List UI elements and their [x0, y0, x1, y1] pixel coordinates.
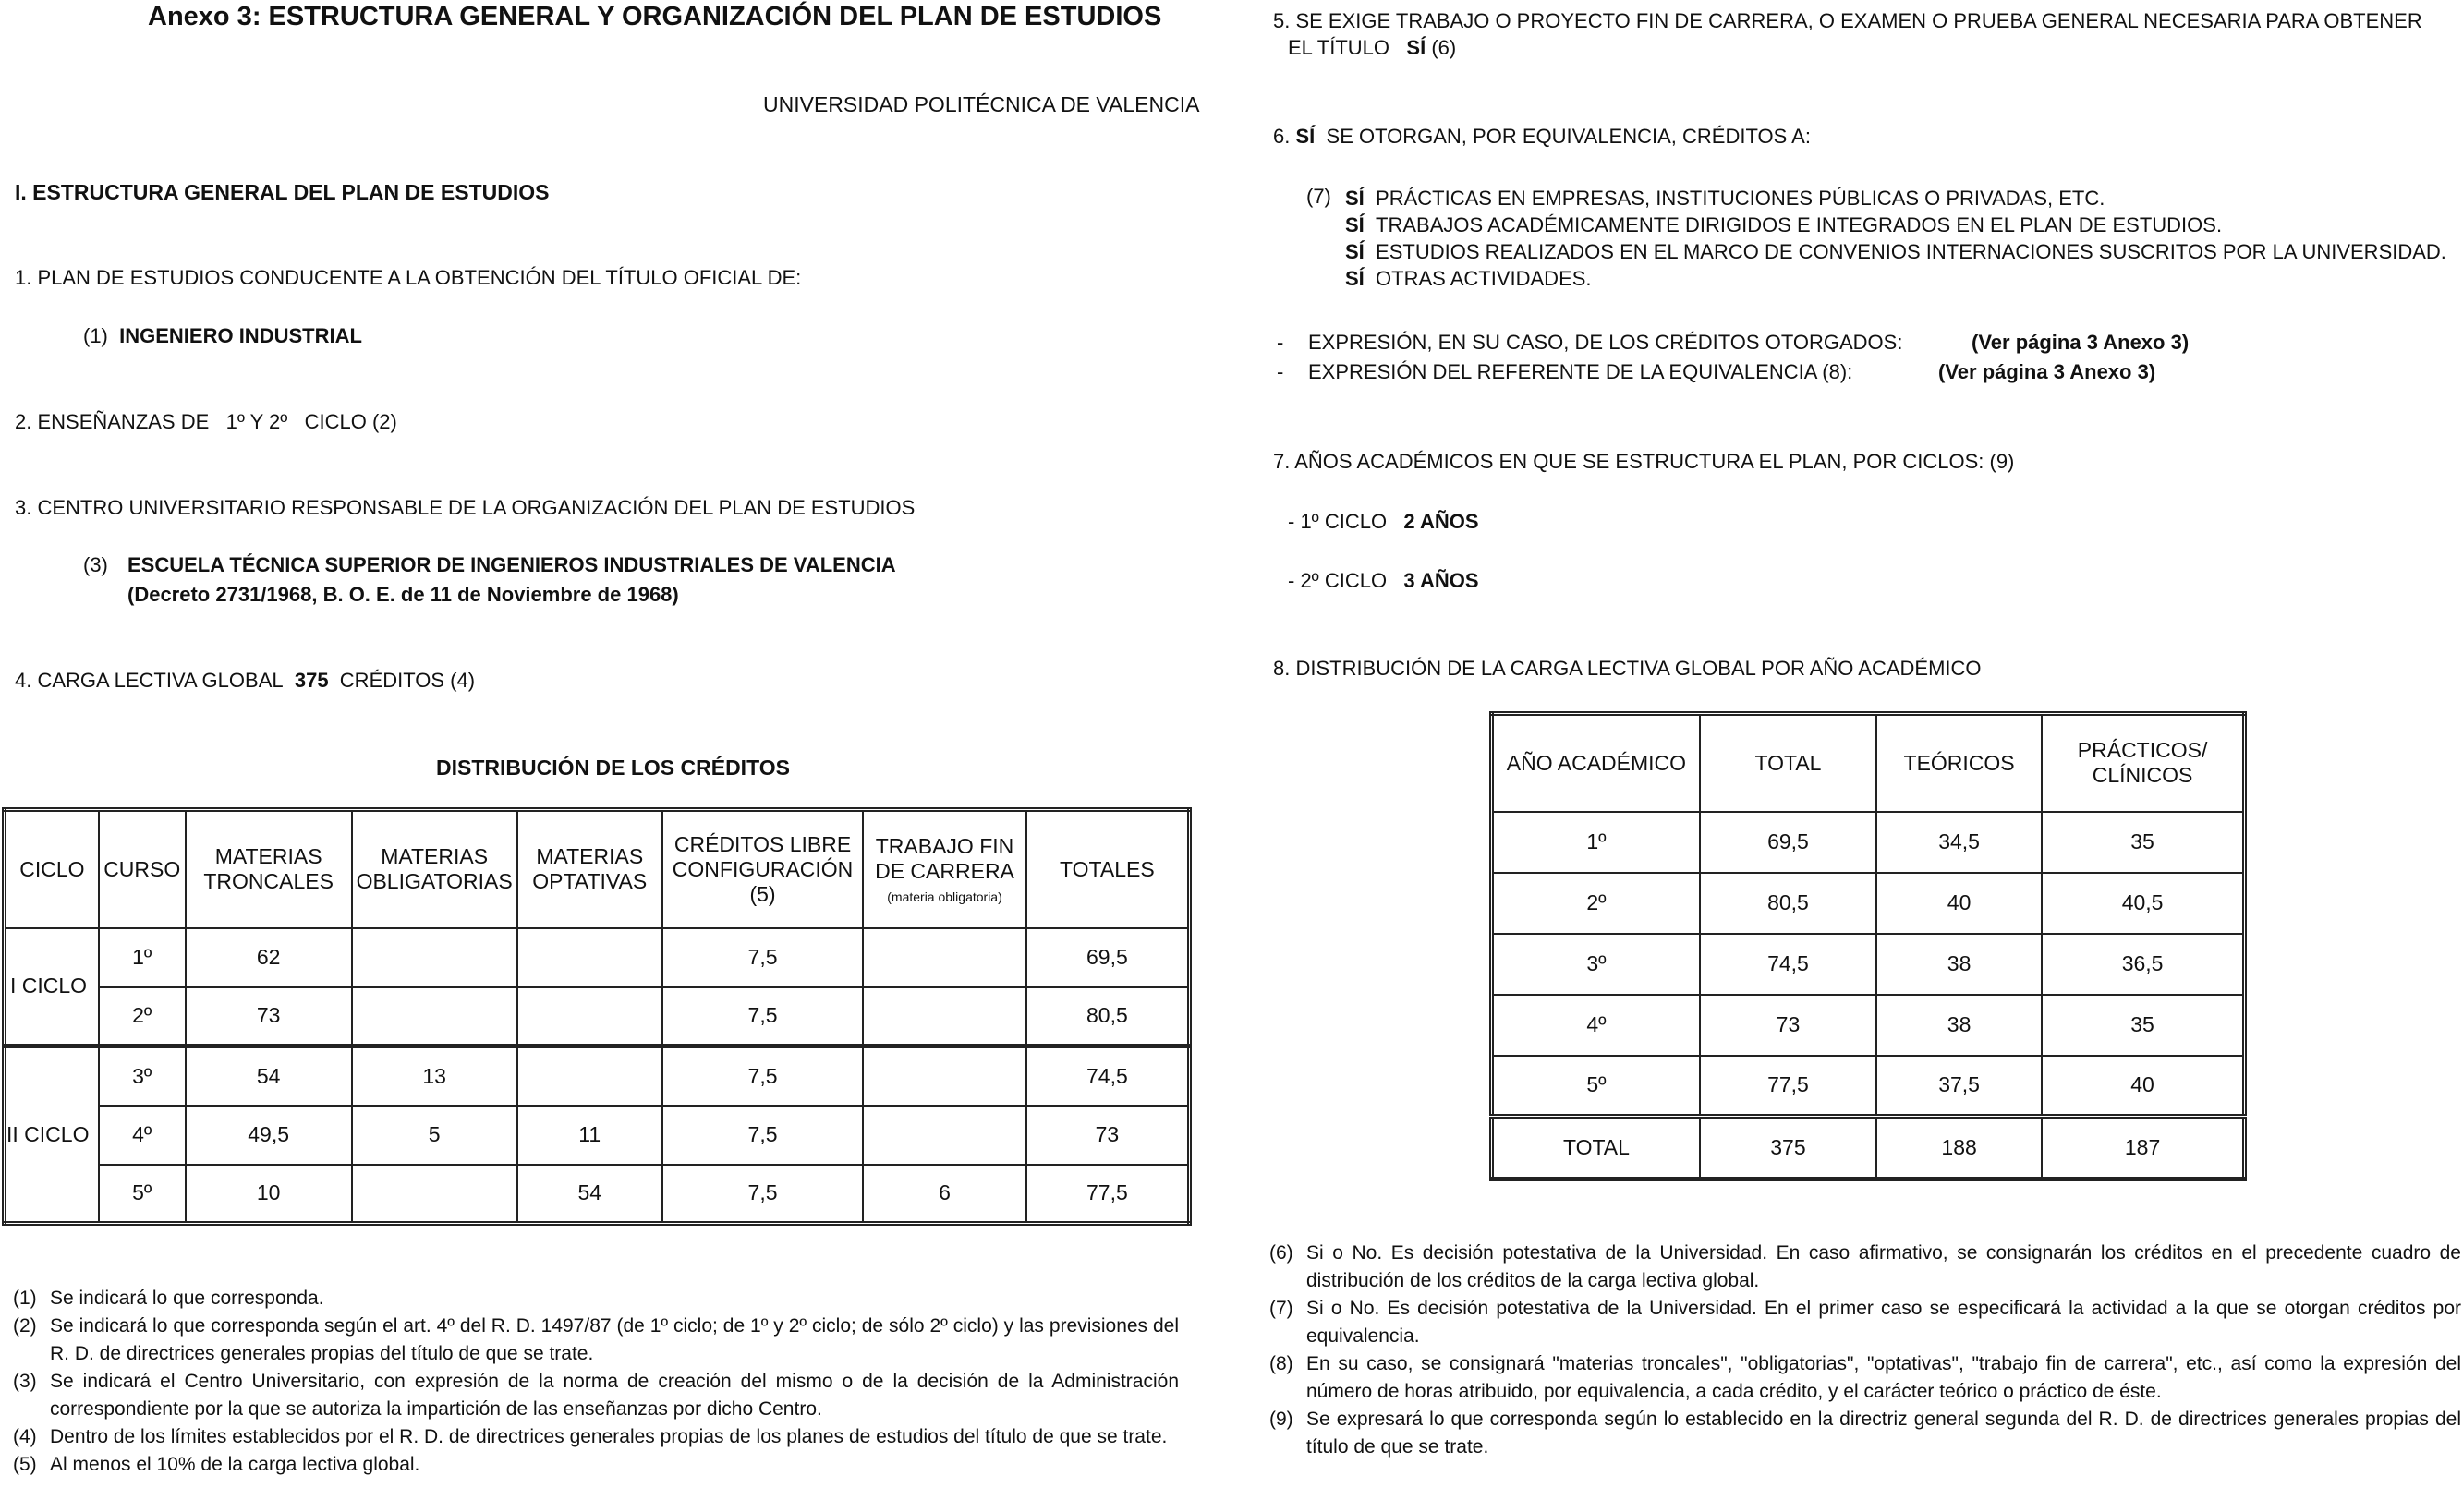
- table-cell: 73: [1026, 1106, 1190, 1165]
- footnotes-right: [1269, 1240, 2461, 1461]
- table-cell: 54: [186, 1046, 352, 1106]
- table-cell: 7,5: [662, 928, 864, 987]
- expression-credits-label: EXPRESIÓN, EN SU CASO, DE LOS CRÉDITOS OTORGADOS:: [1308, 331, 1903, 354]
- table-cell: 3º: [1492, 934, 1700, 995]
- table-row: [5, 987, 1190, 1046]
- table-cell: 4º: [99, 1106, 186, 1165]
- table-cell: [863, 928, 1025, 987]
- table-cell: [863, 1046, 1025, 1106]
- cycle-1-years: - 1º CICLO 2 AÑOS: [1288, 510, 1479, 533]
- center-decree: (Decreto 2731/1968, B. O. E. de 11 de Noviembre de 1968): [127, 583, 679, 606]
- list-item: SÍ ESTUDIOS REALIZADOS EN EL MARCO DE CONVENIOS INTERNACIONES SUSCRITOS POR LA UNIVERSIDAD.: [1345, 240, 2446, 263]
- expression-reference-label: EXPRESIÓN DEL REFERENTE DE LA EQUIVALENCIA (8):: [1308, 360, 1853, 383]
- table-cell: 4º: [1492, 995, 1700, 1056]
- table-cell: 80,5: [1700, 873, 1876, 934]
- table-cell: 3º: [99, 1046, 186, 1106]
- table-cell: 40,5: [2042, 873, 2244, 934]
- col-header: CURSO: [99, 810, 186, 928]
- list-item: SÍ OTRAS ACTIVIDADES.: [1345, 267, 1592, 290]
- table-cell: 73: [1700, 995, 1876, 1056]
- list-item: SÍ TRABAJOS ACADÉMICAMENTE DIRIGIDOS E INTEGRADOS EN EL PLAN DE ESTUDIOS.: [1345, 213, 2223, 236]
- table-row: [1492, 995, 2245, 1056]
- table-cell: 375: [1700, 1117, 1876, 1179]
- col-header: AÑO ACADÉMICO: [1492, 714, 1700, 812]
- footnote: (2) Se indicará lo que corresponda según el art. 4º del R. D. 1497/87 (de 1º ciclo; de 1º y 2º ciclo; de sólo 2º ciclo) y las previsiones del R. D. de directrices generales propias del título de que se trate.: [13, 1315, 1179, 1364]
- list-item: SÍ PRÁCTICAS EN EMPRESAS, INSTITUCIONES PÚBLICAS O PRIVADAS, ETC.: [1345, 187, 2105, 210]
- table-cell: 69,5: [1026, 928, 1190, 987]
- degree-title: INGENIERO INDUSTRIAL: [119, 324, 362, 347]
- table-cell: 80,5: [1026, 987, 1190, 1046]
- table-cell: 2º: [99, 987, 186, 1046]
- table-row: [5, 1165, 1190, 1224]
- table-cell: 38: [1876, 934, 2042, 995]
- table-cell: 7,5: [662, 987, 864, 1046]
- table-row: [1492, 873, 2245, 934]
- table-cell: 188: [1876, 1117, 2042, 1179]
- item-6-text: SE OTORGAN, POR EQUIVALENCIA, CRÉDITOS A:: [1326, 125, 1811, 148]
- item-2-suffix: CICLO (2): [304, 410, 397, 433]
- table-row: [1492, 1056, 2245, 1117]
- distribution-title: DISTRIBUCIÓN DE LOS CRÉDITOS: [436, 756, 790, 780]
- table-cell: [517, 928, 662, 987]
- ref-1: (1): [83, 324, 108, 347]
- item-5-prefix: EL TÍTULO: [1288, 36, 1390, 59]
- item-2-prefix: 2. ENSEÑANZAS DE: [15, 410, 210, 433]
- table-cell: 34,5: [1876, 812, 2042, 873]
- item-4-prefix: 4. CARGA LECTIVA GLOBAL: [15, 669, 284, 692]
- item-1-label: 1. PLAN DE ESTUDIOS CONDUCENTE A LA OBTENCIÓN DEL TÍTULO OFICIAL DE:: [15, 266, 802, 289]
- expression-credits-value: (Ver página 3 Anexo 3): [1972, 331, 2190, 354]
- table-row: [1492, 934, 2245, 995]
- table-cell: 73: [186, 987, 352, 1046]
- header-note: (materia obligatoria): [887, 889, 1002, 905]
- university-name: UNIVERSIDAD POLITÉCNICA DE VALENCIA: [763, 92, 1200, 116]
- center-name: ESCUELA TÉCNICA SUPERIOR DE INGENIEROS INDUSTRIALES DE VALENCIA: [127, 553, 896, 576]
- equivalence-list: [1345, 185, 2446, 292]
- table-cell: 40: [1876, 873, 2042, 934]
- dash-2: -: [1277, 360, 1284, 383]
- footnotes-left: [13, 1285, 1179, 1479]
- cycle-cell: I CICLO: [5, 928, 99, 1046]
- item-5-line2: [1288, 36, 1456, 60]
- table-cell: 77,5: [1026, 1165, 1190, 1224]
- item-8-label: 8. DISTRIBUCIÓN DE LA CARGA LECTIVA GLOBAL POR AÑO ACADÉMICO: [1273, 657, 1982, 680]
- table-cell: 38: [1876, 995, 2042, 1056]
- item-6-ref: (7): [1306, 185, 1331, 208]
- table-cell: 40: [2042, 1056, 2244, 1117]
- table-cell: 187: [2042, 1117, 2244, 1179]
- cycle-2-years: - 2º CICLO 3 AÑOS: [1288, 569, 1479, 592]
- cycle-cell: II CICLO: [5, 1046, 99, 1224]
- table-row: [5, 928, 1190, 987]
- footnote: (6) Si o No. Es decisión potestativa de la Universidad. En caso afirmativo, se consignarán los créditos en el precedente cuadro de distribución de los créditos de la carga lectiva global.: [1269, 1242, 2461, 1291]
- item-7-label: 7. AÑOS ACADÉMICOS EN QUE SE ESTRUCTURA EL PLAN, POR CICLOS: (9): [1273, 450, 2015, 473]
- table-cell: [352, 987, 517, 1046]
- item-5-line1: 5. SE EXIGE TRABAJO O PROYECTO FIN DE CARRERA, O EXAMEN O PRUEBA GENERAL NECESARIA PARA OBTENER: [1273, 9, 2422, 32]
- table-cell: 62: [186, 928, 352, 987]
- table-header-row: [1492, 714, 2245, 812]
- footnote: (4) Dentro de los límites establecidos por el R. D. de directrices generales propias de los planes de estudios del título de que se trate.: [13, 1426, 1168, 1447]
- table-cell: [517, 987, 662, 1046]
- table-cell: 36,5: [2042, 934, 2244, 995]
- expression-reference-value: (Ver página 3 Anexo 3): [1938, 360, 2156, 383]
- item-4-suffix: CRÉDITOS (4): [339, 669, 476, 692]
- table-cell: 74,5: [1026, 1046, 1190, 1106]
- table-cell: [863, 987, 1025, 1046]
- col-header: MATERIAS OBLIGATORIAS: [352, 810, 517, 928]
- table-cell: [863, 1106, 1025, 1165]
- table-cell: 35: [2042, 995, 2244, 1056]
- footnote: (5) Al menos el 10% de la carga lectiva global.: [13, 1454, 420, 1475]
- item-5-suffix: (6): [1431, 36, 1457, 59]
- yearly-load-table: [1489, 711, 2247, 1181]
- table-cell: 5º: [99, 1165, 186, 1224]
- item-5-value: SÍ: [1406, 36, 1426, 59]
- table-cell: 49,5: [186, 1106, 352, 1165]
- section-heading: I. ESTRUCTURA GENERAL DEL PLAN DE ESTUDIOS: [15, 180, 550, 204]
- col-header: CICLO: [5, 810, 99, 928]
- table-cell: 37,5: [1876, 1056, 2042, 1117]
- table-cell: [517, 1046, 662, 1106]
- table-cell: 10: [186, 1165, 352, 1224]
- col-header: TEÓRICOS: [1876, 714, 2042, 812]
- table-total-row: [1492, 1117, 2245, 1179]
- col-header: CRÉDITOS LIBRE CONFIGURACIÓN (5): [662, 810, 864, 928]
- table-cell: 35: [2042, 812, 2244, 873]
- table-cell: [352, 1165, 517, 1224]
- table-cell: 1º: [99, 928, 186, 987]
- table-cell: 5: [352, 1106, 517, 1165]
- dash-1: -: [1277, 331, 1284, 354]
- table-cell: 6: [863, 1165, 1025, 1224]
- item-4: [15, 669, 475, 693]
- item-2-value: 1º Y 2º: [225, 410, 288, 433]
- table-cell: 7,5: [662, 1046, 864, 1106]
- item-2: [15, 410, 397, 434]
- table-cell: 77,5: [1700, 1056, 1876, 1117]
- item-1-value: [83, 324, 362, 348]
- table-row: [1492, 812, 2245, 873]
- page-title: Anexo 3: ESTRUCTURA GENERAL Y ORGANIZACIÓN DEL PLAN DE ESTUDIOS: [148, 2, 1162, 31]
- col-header: TOTAL: [1700, 714, 1876, 812]
- item-6-prefix: 6.: [1273, 125, 1291, 148]
- table-cell: TOTAL: [1492, 1117, 1700, 1179]
- col-header: PRÁCTICOS/ CLÍNICOS: [2042, 714, 2244, 812]
- footnote: (8) En su caso, se consignará "materias troncales", "obligatorias", "optativas", "trabajo fin de carrera", etc., así como la expresión del número de horas atribuido, por equivalencia, a cada crédito, y el carácter teórico o práctico de éste.: [1269, 1353, 2461, 1402]
- table-cell: 74,5: [1700, 934, 1876, 995]
- table-cell: 5º: [1492, 1056, 1700, 1117]
- item-3-label: 3. CENTRO UNIVERSITARIO RESPONSABLE DE LA ORGANIZACIÓN DEL PLAN DE ESTUDIOS: [15, 496, 916, 519]
- col-header: TRABAJO FIN DE CARRERA (materia obligatoria): [863, 810, 1025, 928]
- col-header: MATERIAS OPTATIVAS: [517, 810, 662, 928]
- credits-table: [2, 807, 1192, 1226]
- table-cell: 54: [517, 1165, 662, 1224]
- col-header: MATERIAS TRONCALES: [186, 810, 352, 928]
- footnote: (3) Se indicará el Centro Universitario, con expresión de la norma de creación del mismo o de la decisión de la Administración correspondiente por la que se autoriza la impartición de las enseñanzas por dicho Centro.: [13, 1371, 1179, 1420]
- table-row: [5, 1106, 1190, 1165]
- table-cell: 7,5: [662, 1106, 864, 1165]
- table-cell: 2º: [1492, 873, 1700, 934]
- footnote: (7) Si o No. Es decisión potestativa de la Universidad. En el primer caso se especificará la actividad a la que se otorgan créditos por equivalencia.: [1269, 1298, 2461, 1347]
- footnote: (1) Se indicará lo que corresponda.: [13, 1288, 324, 1309]
- table-header-row: [5, 810, 1190, 928]
- item-6: [1273, 125, 1811, 149]
- item-4-value: 375: [294, 669, 329, 692]
- table-row: [5, 1046, 1190, 1106]
- table-cell: 7,5: [662, 1165, 864, 1224]
- table-cell: 11: [517, 1106, 662, 1165]
- table-cell: [352, 928, 517, 987]
- table-cell: 13: [352, 1046, 517, 1106]
- footnote: (9) Se expresará lo que corresponda según lo establecido en la directriz general segunda del R. D. de directrices generales propias del título de que se trate.: [1269, 1409, 2461, 1458]
- table-cell: 69,5: [1700, 812, 1876, 873]
- table-cell: 1º: [1492, 812, 1700, 873]
- item-3-ref: (3): [83, 553, 108, 576]
- col-header: TOTALES: [1026, 810, 1190, 928]
- item-6-value: SÍ: [1295, 125, 1316, 148]
